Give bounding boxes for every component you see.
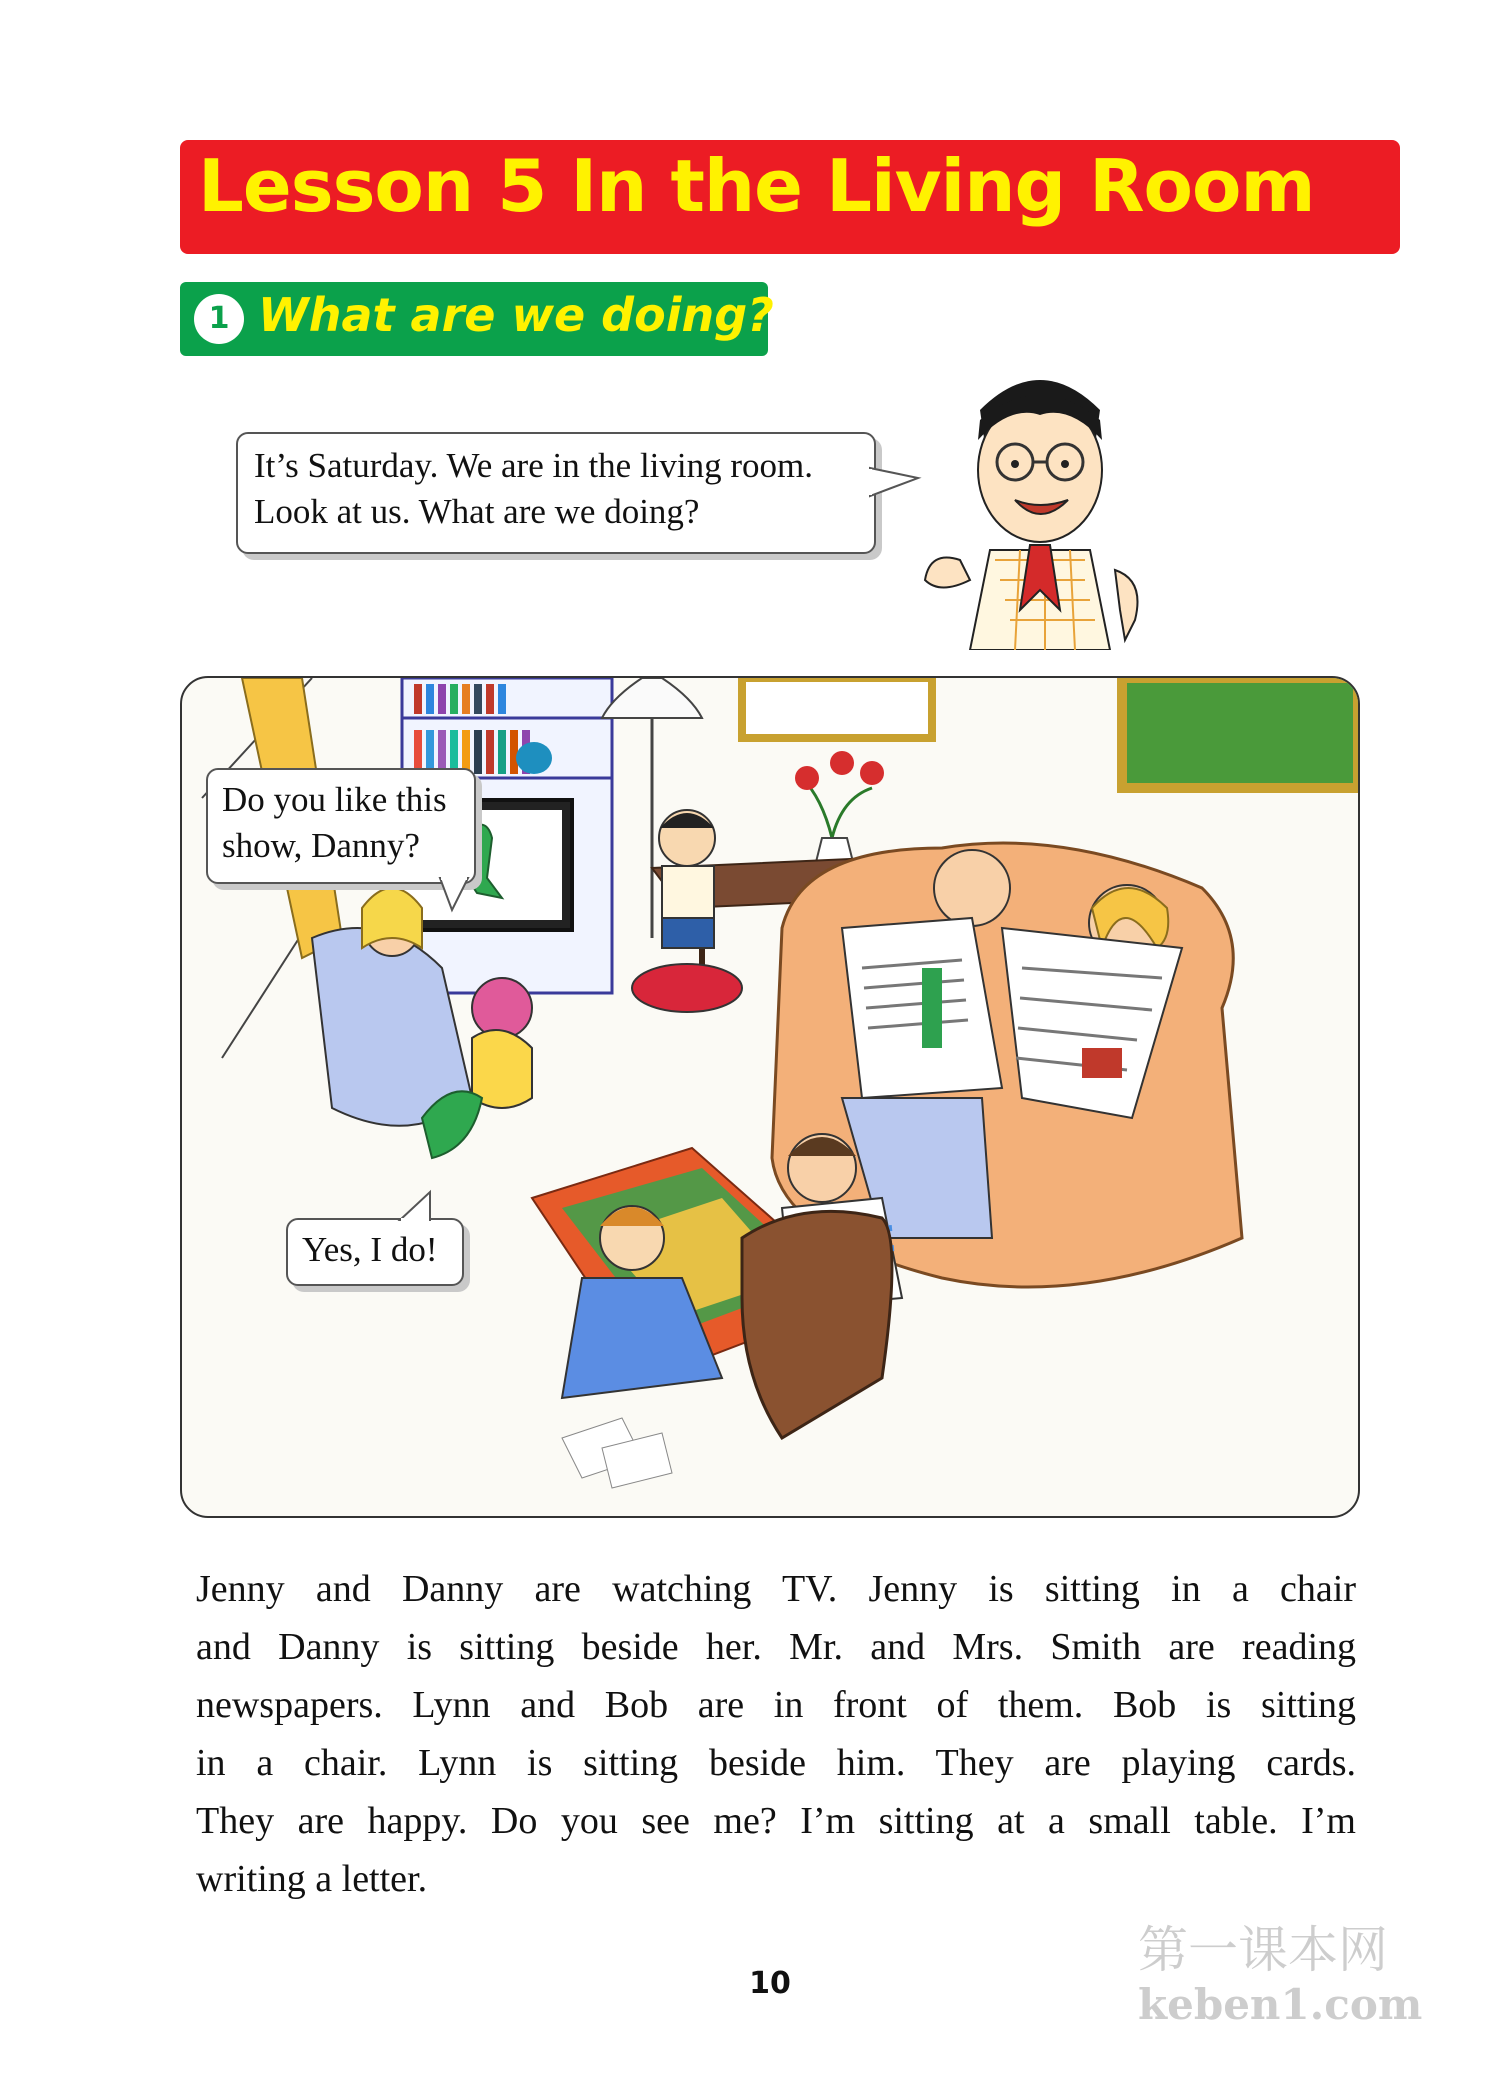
watermark-en: keben1.com bbox=[1138, 1980, 1423, 2029]
speech-line: It’s Saturday. We are in the living room. bbox=[254, 446, 814, 485]
section-number-badge: 1 bbox=[194, 294, 244, 344]
speech-line: show, Danny? bbox=[222, 826, 420, 865]
watermark-cn: 第一课本网 bbox=[1138, 1921, 1388, 1979]
passage-line: writing a letter. bbox=[196, 1858, 428, 1900]
speech-line: Look at us. What are we doing? bbox=[254, 492, 700, 531]
section-title: What are we doing? bbox=[258, 288, 774, 342]
passage-line: in a chair. Lynn is sitting beside him. They are playing cards. bbox=[196, 1742, 1356, 1784]
page-number: 10 bbox=[749, 1966, 791, 2001]
reading-passage bbox=[196, 1560, 1356, 1908]
passage-line: and Danny is sitting beside her. Mr. and Mrs. Smith are reading bbox=[196, 1626, 1356, 1668]
passage-line: They are happy. Do you see me? I’m sitting at a small table. I’m bbox=[196, 1800, 1356, 1842]
passage-line: Jenny and Danny are watching TV. Jenny is sitting in a chair bbox=[196, 1568, 1356, 1610]
watermark bbox=[1138, 1920, 1423, 2030]
speech-line: Yes, I do! bbox=[302, 1230, 438, 1269]
speech-line: Do you like this bbox=[222, 780, 447, 819]
passage-line: newspapers. Lynn and Bob are in front of them. Bob is sitting bbox=[196, 1684, 1356, 1726]
lesson-title: Lesson 5 In the Living Room bbox=[198, 144, 1315, 228]
